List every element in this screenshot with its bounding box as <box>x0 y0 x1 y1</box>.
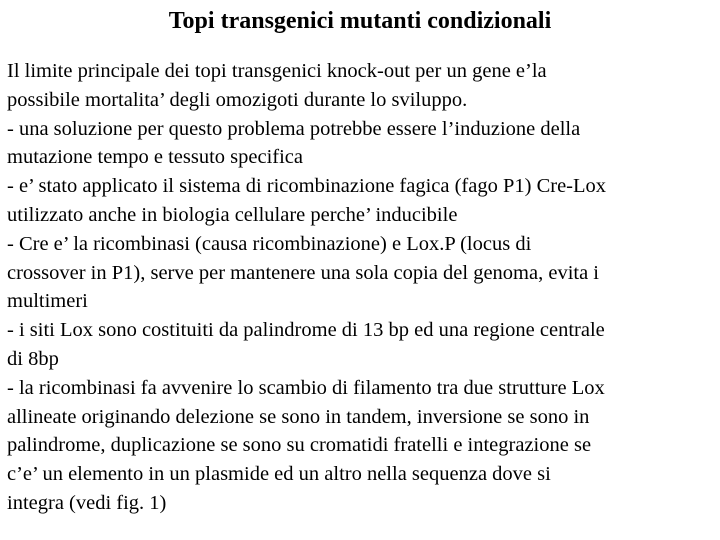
body-line: - una soluzione per questo problema potrebbe essere l’induzione della <box>7 117 581 140</box>
body-line: - Cre e’ la ricombinasi (causa ricombinazione) e Lox.P (locus di <box>7 232 532 255</box>
body-line: - i siti Lox sono costituiti da palindrome di 13 bp ed una regione centrale <box>7 319 605 342</box>
body-line: mutazione tempo e tessuto specifica <box>7 146 304 169</box>
body-line: utilizzato anche in biologia cellulare perche’ inducibile <box>7 203 458 226</box>
slide-title: Topi transgenici mutanti condizionali <box>168 8 552 34</box>
body-line: - e’ stato applicato il sistema di ricombinazione fagica (fago P1) Cre-Lox <box>7 175 607 198</box>
body-line: possibile mortalita’ degli omozigoti durante lo sviluppo. <box>7 88 468 111</box>
body-line: multimeri <box>7 290 88 313</box>
body-line: crossover in P1), serve per mantenere una sola copia del genoma, evita i <box>7 261 600 284</box>
slide-body <box>7 57 713 518</box>
body-line: allineate originando delezione se sono in tandem, inversione se sono in <box>7 405 590 428</box>
body-line: Il limite principale dei topi transgenici knock-out per un gene e’la <box>7 60 547 82</box>
body-line: palindrome, duplicazione se sono su cromatidi fratelli e integrazione se <box>7 434 592 457</box>
body-line: integra (vedi fig. 1) <box>7 491 167 514</box>
body-line: - la ricombinasi fa avvenire lo scambio di filamento tra due strutture Lox <box>7 376 605 399</box>
body-line: di 8bp <box>7 347 59 370</box>
body-line: c’e’ un elemento in un plasmide ed un altro nella sequenza dove si <box>7 463 551 486</box>
